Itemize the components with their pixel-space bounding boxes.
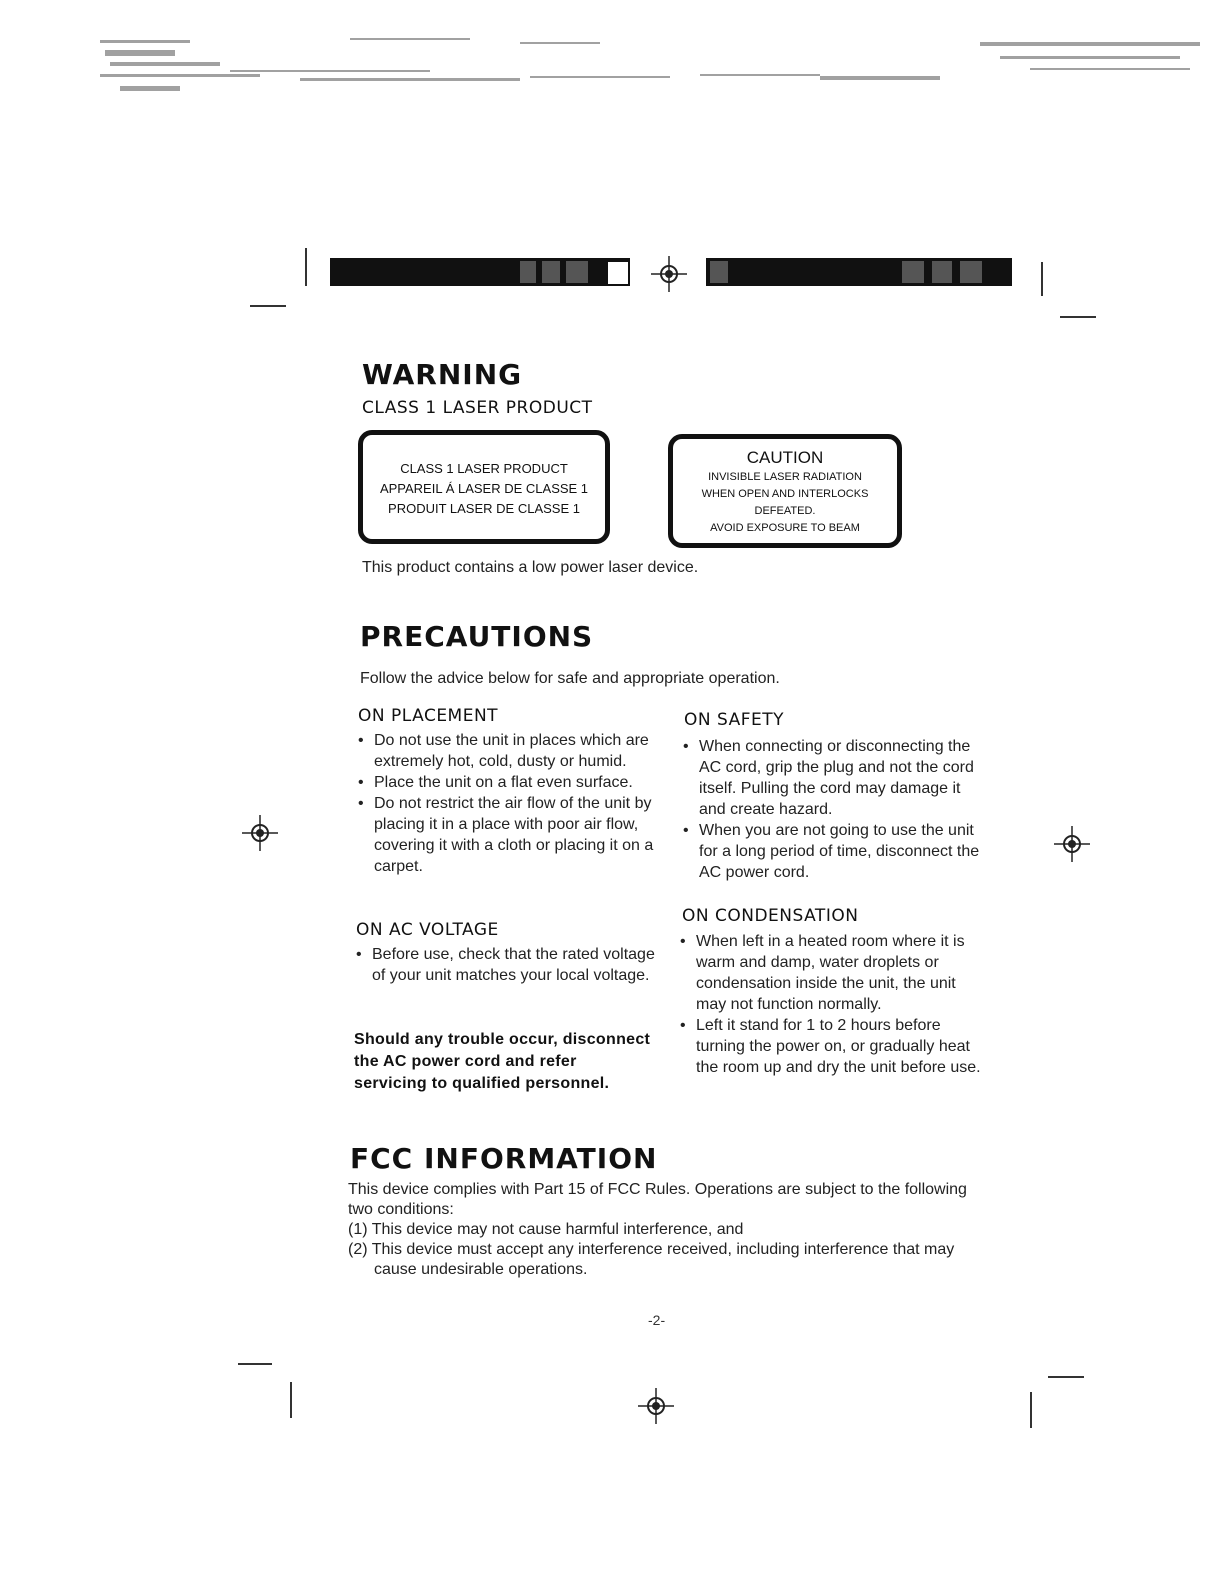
on-placement-list bbox=[358, 730, 658, 877]
registration-mark-icon bbox=[242, 815, 278, 851]
registration-mark-icon bbox=[1054, 826, 1090, 862]
fcc-intro: This device complies with Part 15 of FCC Rules. Operations are subject to the following two conditions: bbox=[348, 1181, 967, 1218]
on-ac-voltage-list bbox=[356, 944, 656, 986]
list-item: • Place the unit on a flat even surface. bbox=[358, 772, 658, 793]
registration-mark-icon bbox=[651, 256, 687, 292]
header-bar-right bbox=[706, 258, 1012, 286]
list-item: • Left it stand for 1 to 2 hours before turning the power on, or gradually heat the room up and dry the unit before use. bbox=[680, 1015, 982, 1078]
caution-line: WHEN OPEN AND INTERLOCKS bbox=[701, 488, 869, 500]
list-item: • When connecting or disconnecting the AC cord, grip the plug and not the cord itself. Pulling the cord may damage it and create hazard. bbox=[683, 736, 985, 820]
crop-mark bbox=[290, 1382, 292, 1418]
crop-mark bbox=[305, 248, 307, 286]
crop-mark bbox=[1048, 1376, 1084, 1378]
caution-label bbox=[668, 434, 902, 548]
label-line: PRODUIT LASER DE CLASSE 1 bbox=[388, 501, 580, 516]
caution-line: INVISIBLE LASER RADIATION bbox=[708, 471, 862, 483]
caution-title: CAUTION bbox=[746, 448, 824, 467]
scan-noise bbox=[100, 30, 1210, 110]
fcc-body bbox=[348, 1180, 978, 1280]
registration-mark-icon bbox=[638, 1388, 674, 1424]
crop-mark bbox=[1030, 1392, 1032, 1428]
crop-mark bbox=[250, 305, 286, 307]
precautions-intro: Follow the advice below for safe and appropriate operation. bbox=[360, 670, 780, 687]
crop-mark bbox=[1041, 262, 1043, 296]
list-item: • Do not restrict the air flow of the unit by placing it in a place with poor air flow, covering it with a cloth or placing it on a carpet. bbox=[358, 793, 658, 877]
on-safety-list bbox=[683, 736, 985, 883]
page-number: -2- bbox=[648, 1312, 666, 1328]
list-item: • When left in a heated room where it is warm and damp, water droplets or condensation inside the unit, the unit may not function normally. bbox=[680, 931, 982, 1015]
warning-subtitle: CLASS 1 LASER PRODUCT bbox=[362, 398, 593, 418]
warning-title: WARNING bbox=[362, 358, 523, 391]
header-bar-left bbox=[330, 258, 630, 286]
list-item: • Before use, check that the rated voltage of your unit matches your local voltage. bbox=[356, 944, 656, 986]
list-item: • When you are not going to use the unit for a long period of time, disconnect the AC power cord. bbox=[683, 820, 985, 883]
on-safety-heading: ON SAFETY bbox=[684, 710, 785, 730]
fcc-condition: (1) This device may not cause harmful interference, and bbox=[348, 1221, 744, 1238]
fcc-condition: (2) This device must accept any interference received, including interference that may cause undesirable operations. bbox=[348, 1241, 955, 1278]
caution-line: DEFEATED. bbox=[754, 505, 816, 517]
label-line: APPAREIL Á LASER DE CLASSE 1 bbox=[379, 481, 589, 496]
on-condensation-list bbox=[680, 931, 982, 1078]
on-condensation-heading: ON CONDENSATION bbox=[682, 906, 859, 926]
on-ac-voltage-heading: ON AC VOLTAGE bbox=[356, 920, 499, 940]
trouble-note: Should any trouble occur, disconnect the AC power cord and refer servicing to qualified personnel. bbox=[354, 1031, 651, 1092]
laser-note: This product contains a low power laser device. bbox=[362, 559, 699, 576]
crop-mark bbox=[238, 1363, 272, 1365]
laser-class-label bbox=[358, 430, 610, 544]
caution-line: AVOID EXPOSURE TO BEAM bbox=[710, 522, 860, 534]
precautions-title: PRECAUTIONS bbox=[360, 620, 594, 653]
crop-mark bbox=[1060, 316, 1096, 318]
fcc-title: FCC INFORMATION bbox=[350, 1142, 658, 1175]
label-line: CLASS 1 LASER PRODUCT bbox=[400, 461, 568, 476]
on-placement-heading: ON PLACEMENT bbox=[358, 706, 499, 726]
list-item: • Do not use the unit in places which are extremely hot, cold, dusty or humid. bbox=[358, 730, 658, 772]
